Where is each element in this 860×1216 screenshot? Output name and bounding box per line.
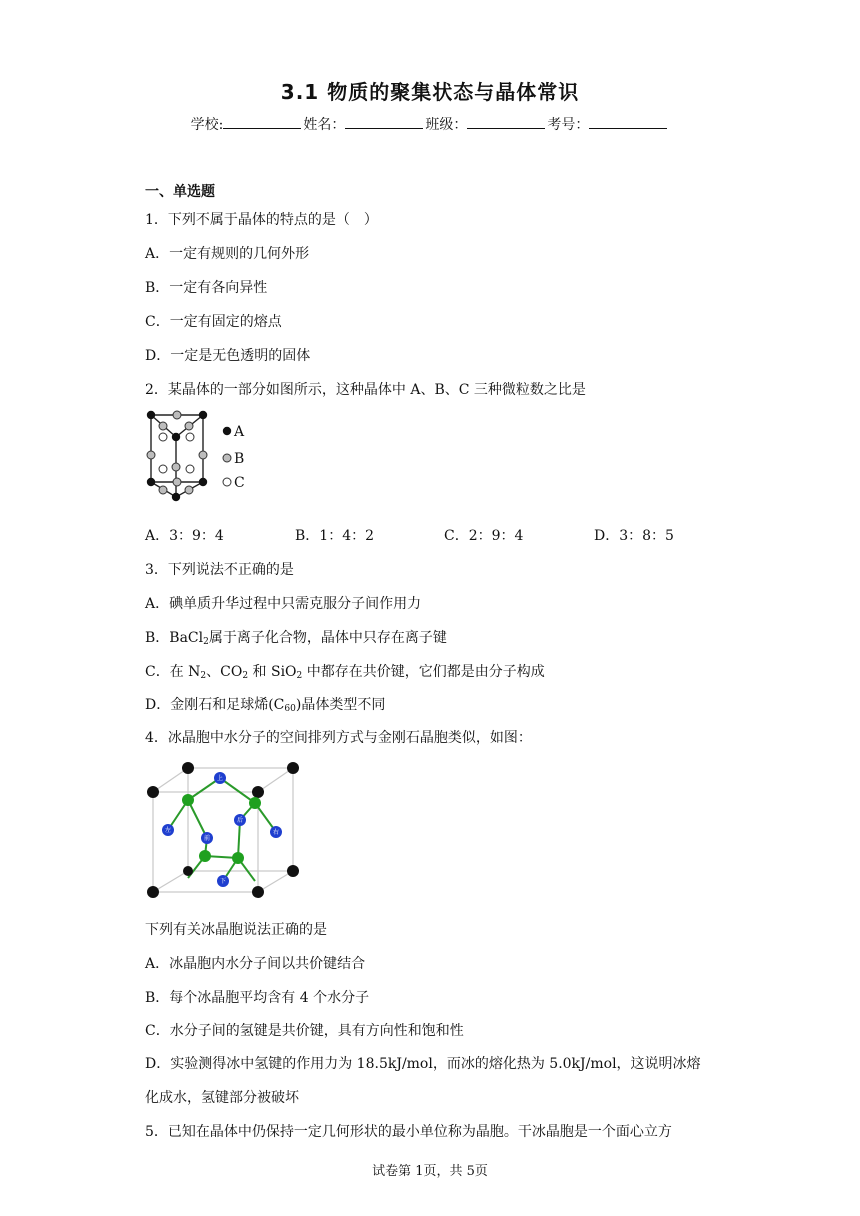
q1-option-c: C．一定有固定的熔点 <box>145 314 282 330</box>
face-label-left: 左 <box>164 827 172 834</box>
face-label-bottom: 下 <box>219 878 227 885</box>
q3-stem: 3．下列说法不正确的是 <box>145 562 294 578</box>
school-blank <box>223 114 301 129</box>
crystal-structure-figure <box>143 407 263 505</box>
legend-a: A <box>234 424 245 440</box>
q2-option-b: B．1：4：2 <box>295 528 375 544</box>
school-label: 学校: <box>190 117 224 133</box>
legend-b: B <box>234 451 245 467</box>
q2-option-d: D．3：8：5 <box>594 528 674 544</box>
q3-option-d: D．金刚石和足球烯$(C_{60})$晶体类型不同 <box>145 697 386 714</box>
student-info-line <box>0 114 860 134</box>
q4-option-c: C．水分子间的氢键是共价键，具有方向性和饱和性 <box>145 1023 464 1039</box>
ice-unit-cell-figure <box>143 760 303 900</box>
name-blank <box>345 114 423 129</box>
face-label-back: 后 <box>236 817 244 824</box>
q4-option-a: A．冰晶胞内水分子间以共价键结合 <box>145 956 366 972</box>
q1-option-b: B．一定有各向异性 <box>145 280 268 296</box>
face-label-right: 右 <box>272 829 280 836</box>
q1-stem: 1．下列不属于晶体的特点的是（ ） <box>145 212 378 228</box>
q4-option-d-line1: D．实验测得冰中氢键的作用力为 18.5kJ/mol，而冰的熔化热为 5.0kJ/mol，这说明冰熔 <box>145 1056 701 1072</box>
q3-option-b: B．BaCl$_2$属于离子化合物，晶体中只存在离子键 <box>145 630 447 647</box>
face-label-front: 前 <box>203 835 211 842</box>
q5-stem: 5．已知在晶体中仍保持一定几何形状的最小单位称为晶胞。干冰晶胞是一个面心立方 <box>145 1124 672 1140</box>
page-title: 3.1 物质的聚集状态与晶体常识 <box>280 80 580 104</box>
q1-option-a: A．一定有规则的几何外形 <box>145 246 310 262</box>
q2-stem: 2．某晶体的一部分如图所示，这种晶体中 A、B、C 三种微粒数之比是 <box>145 382 586 398</box>
number-blank <box>589 114 667 129</box>
number-label: 考号： <box>547 117 590 133</box>
q4-option-b: B．每个冰晶胞平均含有 4 个水分子 <box>145 990 370 1006</box>
page-footer: 试卷第 1页，共 5页 <box>372 1164 488 1179</box>
q4-stem: 4．冰晶胞中水分子的空间排列方式与金刚石晶胞类似，如图： <box>145 730 532 746</box>
q3-option-c: C．在 $N_2$、$CO_2$ 和 SiO$_2$ 中都存在共价键，它们都是由分子构成 <box>145 664 545 681</box>
q1-option-d: D．一定是无色透明的固体 <box>145 348 311 364</box>
legend-c: C <box>234 475 245 491</box>
class-blank <box>467 114 545 129</box>
name-label: 姓名： <box>303 117 346 133</box>
q2-option-c: C．2：9：4 <box>444 528 524 544</box>
q4-lead: 下列有关冰晶胞说法正确的是 <box>145 922 327 938</box>
section-heading: 一、单选题 <box>145 184 215 200</box>
class-label: 班级： <box>425 117 468 133</box>
q3-option-a: A．碘单质升华过程中只需克服分子间作用力 <box>145 596 422 612</box>
q4-option-d-line2: 化成水，氢键部分被破坏 <box>145 1090 299 1106</box>
q2-option-a: A．3：9：4 <box>145 528 224 544</box>
face-label-top: 上 <box>216 775 224 782</box>
